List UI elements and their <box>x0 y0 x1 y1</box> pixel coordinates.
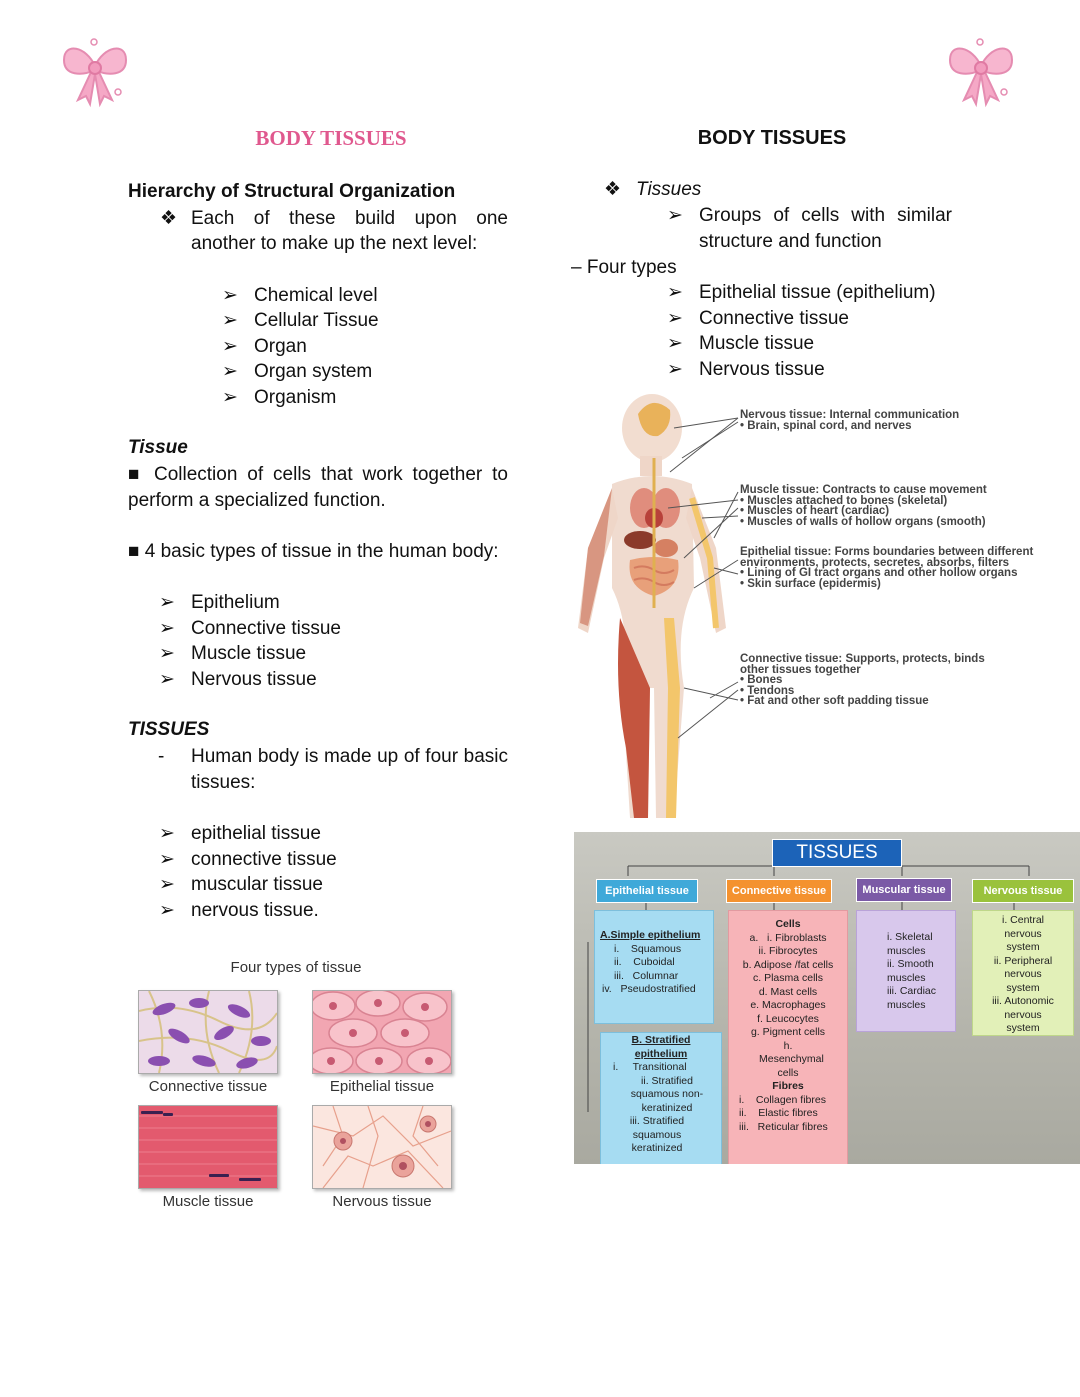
list-item: ➢ muscular tissue <box>159 874 323 895</box>
bow-decoration-right <box>944 36 1018 108</box>
list-item: ➢ Organism <box>222 387 337 408</box>
hierarchy-text-line2: another to make up the next level: <box>191 233 478 254</box>
hierarchy-heading: Hierarchy of Structural Organization <box>128 181 456 202</box>
tissue-definition: ■ Collection of cells that work together to perform a specialized function. <box>128 464 508 511</box>
connective-box: Cells a. i. Fibroblasts ii. Fibrocytes b. Adipose /fat cells c. Plasma cells d. Mast cells e. Macrophages f. Leucocytes g. Pigment cells h. Mesenchymal cells Fibres i. Collagen fibres ii. Elastic fibres iii. Reticular fibres <box>728 910 848 1164</box>
list-item: ➢ Nervous tissue <box>159 669 317 690</box>
header-connective: Connective tissue <box>726 879 832 903</box>
list-item: ➢ Nervous tissue <box>667 359 825 380</box>
hierarchy-text-line1: Each of these build upon one <box>191 208 508 229</box>
header-epithelial: Epithelial tissue <box>596 879 698 903</box>
list-item: ➢ Organ <box>222 336 307 357</box>
muscular-box: i. Skeletal muscles ii. Smooth muscles iii. Cardiac muscles <box>856 910 956 1032</box>
body-tissue-diagram <box>574 388 1080 828</box>
right-title: BODY TISSUES <box>697 127 847 149</box>
list-item: ➢ Chemical level <box>222 285 378 306</box>
list-item: ➢ connective tissue <box>159 849 337 870</box>
tissues-label: Tissues <box>636 179 702 200</box>
tissues-bullet: ❖ <box>604 179 622 200</box>
epithelial-tissue-image <box>312 990 452 1074</box>
hierarchy-bullet: ❖ <box>160 208 178 229</box>
list-item: ➢ Connective tissue <box>159 618 341 639</box>
list-item: ➢ Epithelial tissue (epithelium) <box>667 282 936 303</box>
list-item: ➢ nervous tissue. <box>159 900 319 921</box>
connective-tissue-image <box>138 990 278 1074</box>
caption-nervous: Nervous tissue <box>332 1193 432 1210</box>
bow-decoration-left <box>58 36 132 108</box>
tissues-dash: - <box>158 746 165 767</box>
caption-connective: Connective tissue <box>148 1078 268 1095</box>
chart-title: TISSUES <box>772 839 902 867</box>
four-types-label: – Four types <box>571 257 677 278</box>
muscle-tissue-image <box>138 1105 278 1189</box>
list-item: ➢ Connective tissue <box>667 308 849 329</box>
tissues-definition-line1: ➢ Groups of cells with similar <box>667 205 952 226</box>
human-body-illustration <box>574 388 1080 828</box>
header-muscular: Muscular tissue <box>856 878 952 902</box>
nervous-tissue-image <box>312 1105 452 1189</box>
list-item: ➢ Muscle tissue <box>667 333 815 354</box>
caption-epithelial: Epithelial tissue <box>329 1078 435 1095</box>
list-item: ➢ epithelial tissue <box>159 823 321 844</box>
figure-title: Four types of tissue <box>230 959 362 976</box>
epithelial-simple-box: A.Simple epithelium i. Squamous ii. Cuboidal iii. Columnar iv. Pseudostratified <box>594 910 714 1024</box>
left-title: BODY TISSUES <box>255 126 407 150</box>
connective-tissue-label: Connective tissue: Supports, protects, binds other tissues together • Bones • Tendons • Fat and other soft padding tissue <box>740 653 985 707</box>
nervous-box: i. Central nervous system ii. Peripheral nervous system iii. Autonomic nervous system <box>972 910 1074 1036</box>
list-item: ➢ Epithelium <box>159 592 280 613</box>
list-item: ➢ Muscle tissue <box>159 643 307 664</box>
header-nervous: Nervous tissue <box>972 879 1074 903</box>
tissues-classification-chart <box>574 832 1080 1164</box>
muscle-tissue-label: Muscle tissue: Contracts to cause movement • Muscles attached to bones (skeletal) • Muscles of heart (cardiac) • Muscles of walls of hollow organs (smooth) <box>740 484 987 528</box>
tissues-heading: TISSUES <box>128 719 210 740</box>
tissue-heading: Tissue <box>128 437 188 458</box>
basic-types-intro: ■ 4 basic types of tissue in the human body: <box>128 541 499 562</box>
caption-muscle: Muscle tissue <box>162 1193 254 1210</box>
list-item: ➢ Organ system <box>222 361 373 382</box>
epithelial-tissue-label: Epithelial tissue: Forms boundaries between different environments, protects, secretes, absorbs, filters • Lining of GI tract organs and other hollow organs • Skin surface (epidermis) <box>740 546 1034 590</box>
epithelial-stratified-box: B. Stratified epithelium i. Transitional ii. Stratified squamous non-keratinized iii. Stratified squamous keratinized <box>600 1032 722 1164</box>
tissues-text: Human body is made up of four basic tissues: <box>191 746 508 793</box>
nervous-tissue-label: Nervous tissue: Internal communication • Brain, spinal cord, and nerves <box>740 409 960 432</box>
list-item: ➢ Cellular Tissue <box>222 310 379 331</box>
tissues-definition-line2: structure and function <box>699 231 882 252</box>
